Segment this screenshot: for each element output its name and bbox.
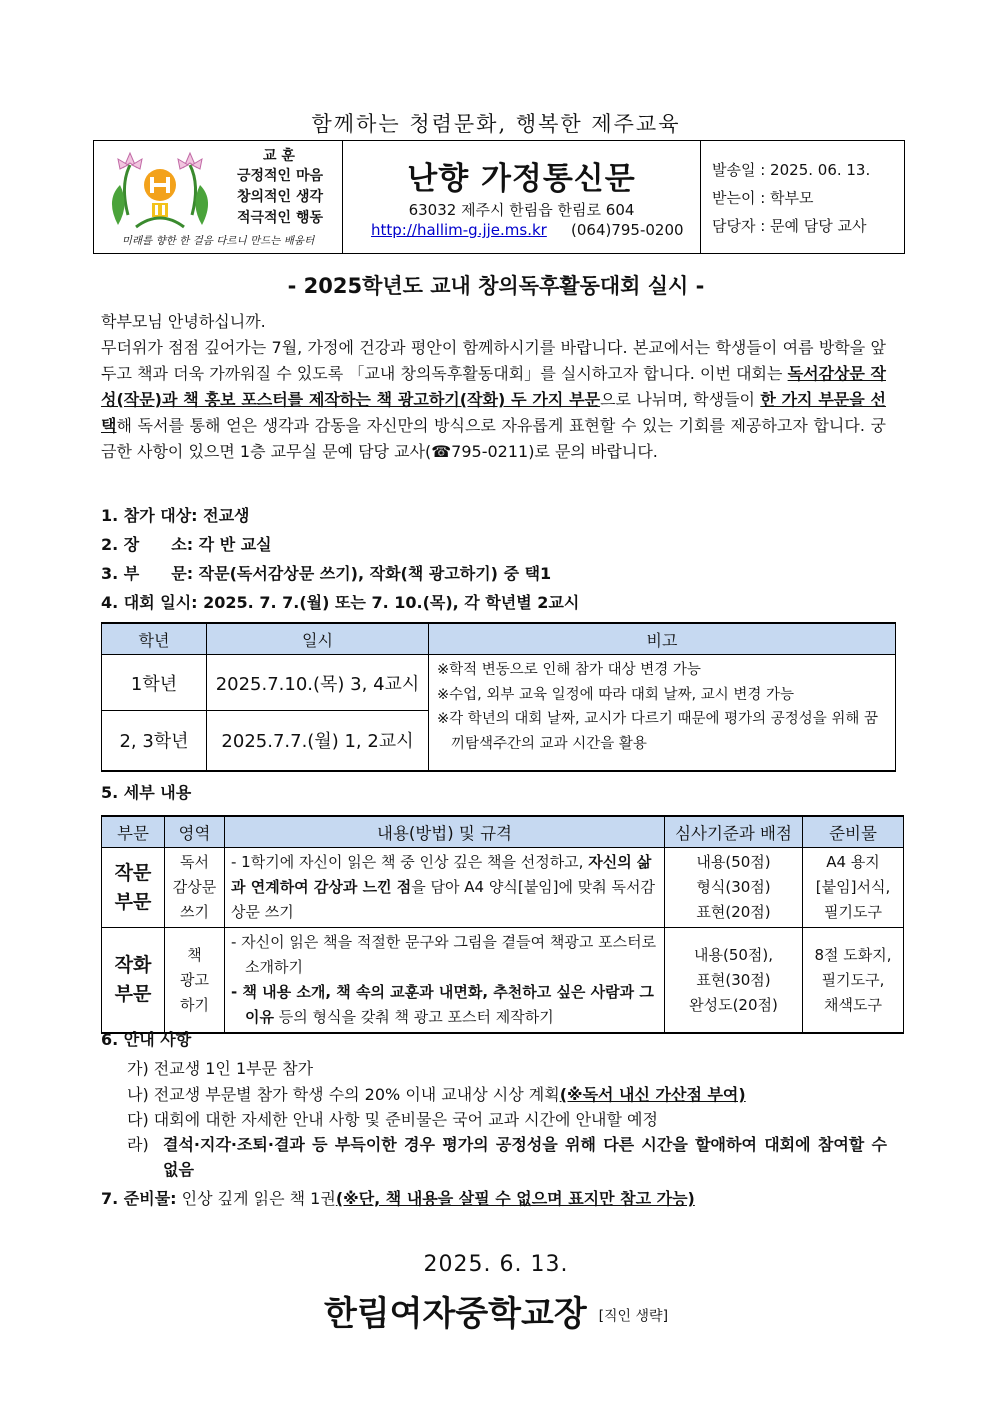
- drawing-supplies: 8절 도화지, 필기도구, 채색도구: [803, 928, 904, 1034]
- schedule-header-note: 비고: [429, 623, 896, 655]
- manager: 담당자 : 문예 담당 교사: [712, 217, 867, 235]
- item-category: 3. 부 문: 작문(독서감상문 쓰기), 작화(책 광고하기) 중 택1: [101, 564, 552, 583]
- send-date: 발송일 : 2025. 06. 13.: [712, 161, 871, 179]
- seal-omitted: [직인 생략]: [598, 1308, 669, 1325]
- drawing-area: 책 광고 하기: [165, 928, 225, 1034]
- details-header-content: 내용(방법) 및 규격: [225, 816, 665, 848]
- motto-line-3: 적극적인 행동: [236, 210, 324, 226]
- notice-d: 라) 결석·지각·조퇴·결과 등 부득이한 경우 평가의 공정성을 위해 다른 시간을 할애하여 대회에 참여할 수 없음: [127, 1135, 887, 1179]
- document-title: - 2025학년도 교내 창의독후활동대회 실시 -: [287, 274, 705, 298]
- intro-paragraph: [101, 309, 886, 465]
- intro-body: 무더위가 점점 깊어가는 7월, 가정에 건강과 평안이 함께하시기를 바랍니다. 본교에서는 학생들이 여름 방학을 앞두고 책과 더욱 가까워질 수 있도록 「교내 창의독후활동대회」를 실시하고자 합니다. 이번 대회는 독서감상문 작성(작문)과 책 홍보 포스터를 제작하는 책 광고하기(작화) 두 가지 부문으로 나뉘며, 학생들이 한 가지 부문을 선택해 독서를 통해 얻은 생각과 감동을 자신만의 방식으로 자유롭게 표현할 수 있는 기회를 제공하고자 합니다. 궁금한 사항이 있으면 1층 교무실 문예 담당 교사(☎795-0211)로 문의 바랍니다.: [101, 338, 887, 461]
- schedule-header-date: 일시: [207, 623, 429, 655]
- motto-line-2: 창의적인 생각: [236, 189, 324, 205]
- drawing-content: - 자신이 읽은 책을 적절한 문구와 그림을 곁들여 책광고 포스터로 소개하기 - 책 내용 소개, 책 속의 교훈과 내면화, 추천하고 싶은 사람과 그 이유 등의 형식을 갖춰 책 광고 포스터 제작하기: [225, 928, 665, 1034]
- details-header-criteria: 심사기준과 배점: [665, 816, 803, 848]
- schedule-notes: ※학적 변동으로 인해 참가 대상 변경 가능 ※수업, 외부 교육 일정에 따라 대회 날짜, 교시 변경 가능 ※각 학년의 대회 날짜, 교시가 다르기 때문에 평가의 공정성을 위해 꿈끼탐색주간의 교과 시간을 활용: [429, 655, 896, 771]
- item-place: 2. 장 소: 각 반 교실: [101, 535, 272, 554]
- details-header-area: 영역: [165, 816, 225, 848]
- schedule-table: [101, 622, 896, 772]
- school-url-link[interactable]: http://hallim-g.jje.ms.kr: [371, 221, 547, 239]
- schedule-header-grade: 학년: [102, 623, 207, 655]
- drawing-criteria: 내용(50점), 표현(30점) 완성도(20점): [665, 928, 803, 1034]
- details-header-part: 부문: [102, 816, 165, 848]
- header-box: [93, 140, 905, 254]
- greeting: 학부모님 안녕하십니까.: [101, 312, 266, 331]
- principal-signature: 한림여자중학교장 [직인 생략]: [323, 1294, 669, 1334]
- footer-date: 2025. 6. 13.: [423, 1252, 569, 1277]
- drawing-part: 작화 부문: [102, 928, 165, 1034]
- item-datetime: 4. 대회 일시: 2025. 7. 7.(월) 또는 7. 10.(목), 각 학년별 2교시: [101, 593, 580, 612]
- section-7: 7. 준비물: 인상 깊게 읽은 책 1권(※단, 책 내용을 살필 수 없으며 표지만 참고 가능): [101, 1189, 695, 1208]
- recipient: 받는이 : 학부모: [712, 189, 814, 207]
- newsletter-title: 난향 가정통신문: [407, 161, 636, 197]
- schedule-date-1: 2025.7.10.(목) 3, 4교시: [207, 655, 429, 711]
- writing-part: 작문 부문: [102, 848, 165, 928]
- writing-supplies: A4 용지 [붙임]서식, 필기도구: [803, 848, 904, 928]
- section-5-heading: 5. 세부 내용: [101, 783, 192, 802]
- writing-area: 독서 감상문 쓰기: [165, 848, 225, 928]
- details-table: [101, 815, 904, 1034]
- writing-criteria: 내용(50점) 형식(30점) 표현(20점): [665, 848, 803, 928]
- schedule-grade-1: 1학년: [102, 655, 207, 711]
- details-header-supplies: 준비물: [803, 816, 904, 848]
- notice-c: 다) 대회에 대한 자세한 안내 사항 및 준비물은 국어 교과 시간에 안내할 예정: [127, 1110, 658, 1129]
- notice-b: 나) 전교생 부문별 참가 학생 수의 20% 이내 교내상 시상 계획(※독서 내신 가산점 부여): [127, 1085, 746, 1104]
- section-6-heading: 6. 안내 사항: [101, 1030, 192, 1049]
- school-phone: (064)795-0200: [571, 221, 684, 239]
- item-target: 1. 참가 대상: 전교생: [101, 506, 250, 525]
- notice-a: 가) 전교생 1인 1부문 참가: [127, 1059, 314, 1078]
- writing-content: - 1학기에 자신이 읽은 책 중 인상 깊은 책을 선정하고, 자신의 삶과 연계하여 감상과 느낀 점을 담아 A4 양식[붙임]에 맞춰 독서감상문 쓰기: [225, 848, 665, 928]
- school-logo-icon: [100, 145, 220, 235]
- school-address: 63032 제주시 한림읍 한림로 604: [408, 201, 635, 219]
- logo-slogan: 미래를 향한 한 걸음 다르니 만드는 배움터: [121, 235, 315, 247]
- motto-label: 교 훈: [263, 148, 295, 164]
- slogan: 함께하는 청렴문화, 행복한 제주교육: [311, 112, 681, 136]
- motto-line-1: 긍정적인 마음: [236, 168, 324, 184]
- schedule-grade-2: 2, 3학년: [102, 711, 207, 771]
- schedule-date-2: 2025.7.7.(월) 1, 2교시: [207, 711, 429, 771]
